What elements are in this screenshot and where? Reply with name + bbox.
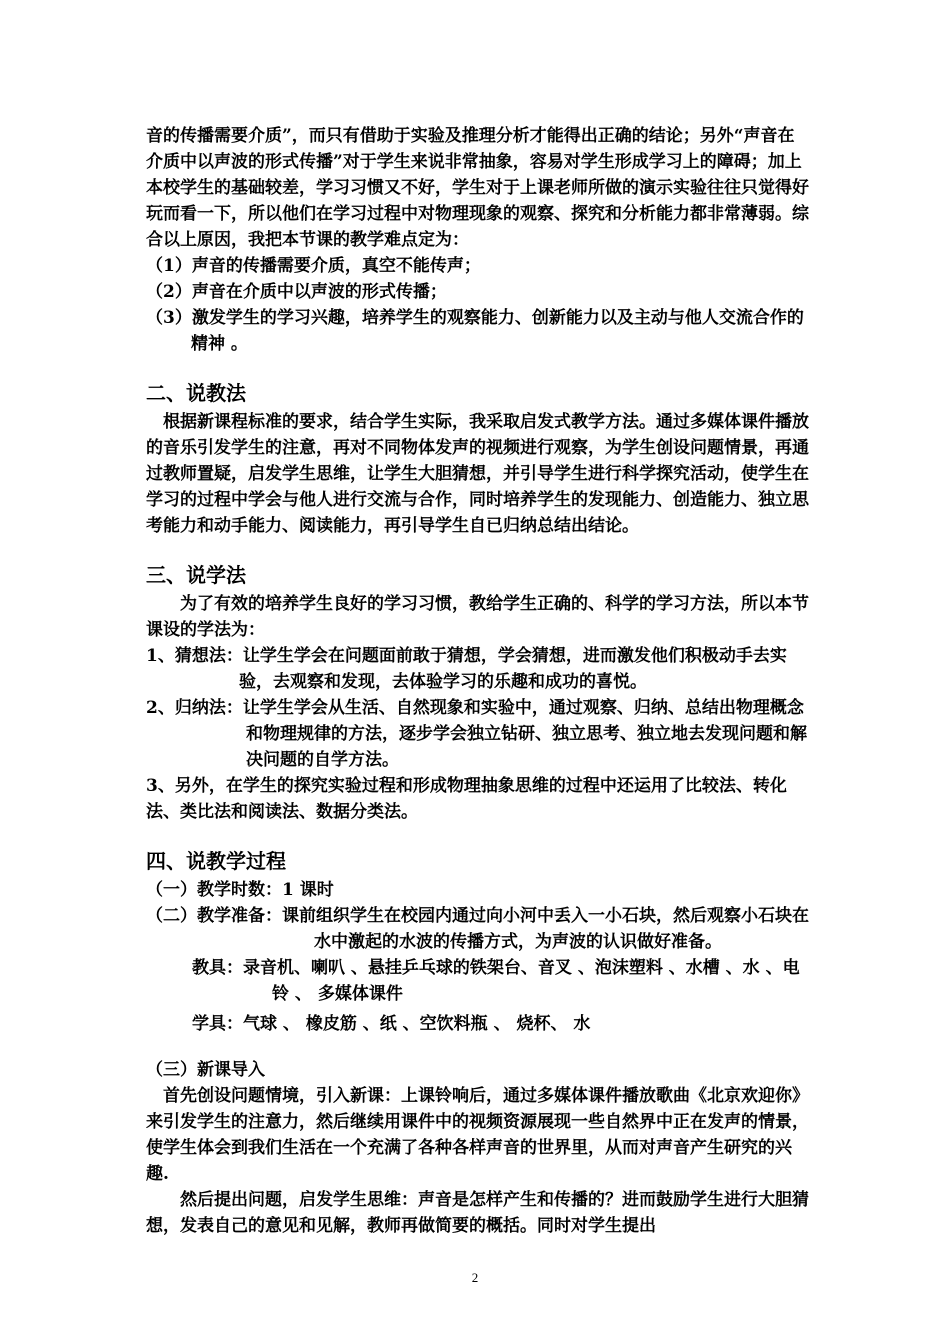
page-content: [146, 123, 810, 1239]
student-tools: 学具：气球 、 橡皮筋 、纸 、空饮料瓶 、 烧杯、 水: [192, 1014, 591, 1034]
learning-method-item-3: 3、另外，在学生的探究实验过程和形成物理抽象思维的过程中还运用了比较法、转化法、类比法和阅读法、数据分类法。: [146, 776, 787, 822]
difficulty-item-1: （1）声音的传播需要介质，真空不能传声；: [146, 256, 481, 276]
teaching-preparation: （二）教学准备：课前组织学生在校园内通过向小河中丢入一小石块，然后观察小石块在水中激起的水波的传播方式，为声波的认识做好准备。: [146, 906, 809, 952]
teacher-tools: 教具：录音机、喇叭 、悬挂乒乓球的铁架台、音叉 、泡沫塑料 、水槽 、水 、电铃 、 多媒体课件: [192, 958, 800, 1004]
section-heading-teaching-process: 四、说教学过程: [146, 849, 286, 873]
teaching-hours: （一）教学时数：1 课时: [146, 880, 334, 900]
difficulty-item-3: （3）激发学生的学习兴趣，培养学生的观察能力、创新能力以及主动与他人交流合作的精神 。: [146, 308, 804, 354]
page-number: 2: [471, 1270, 479, 1285]
section-heading-learning-method: 三、说学法: [146, 563, 246, 587]
difficulty-item-2: （2）声音在介质中以声波的形式传播；: [146, 282, 447, 302]
teaching-method-paragraph: 根据新课程标准的要求，结合学生实际，我采取启发式教学方法。通过多媒体课件播放的音乐引发学生的注意，再对不同物体发声的视频进行观察，为学生创设问题情景，再通过教师置疑，启发学生思维，让学生大胆猜想，并引导学生进行科学探究活动，使学生在学习的过程中学会与他人进行交流与合作，同时培养学生的发现能力、创造能力、独立思考能力和动手能力、阅读能力，再引导学生自已归纳总结出结论。: [146, 412, 809, 536]
new-lesson-paragraph-1: 首先创设问题情境，引入新课：上课铃响后，通过多媒体课件播放歌曲《北京欢迎你》来引发学生的注意力，然后继续用课件中的视频资源展现一些自然界中正在发声的情景，使学生体会到我们生活在一个充满了各种各样声音的世界里，从而对声音产生研究的兴趣.: [146, 1086, 809, 1184]
learning-method-item-1: 1、猜想法：让学生学会在问题面前敢于猜想，学会猜想，进而激发他们积极动手去实验，去观察和发现，去体验学习的乐趣和成功的喜悦。: [146, 646, 787, 692]
intro-paragraph: 音的传播需要介质”，而只有借助于实验及推理分析才能得出正确的结论；另外“声音在介质中以声波的形式传播”对于学生来说非常抽象，容易对学生形成学习上的障碍；加上本校学生的基础较差，学习习惯又不好，学生对于上课老师所做的演示实验往往只觉得好玩而看一下，所以他们在学习过程中对物理现象的观察、探究和分析能力都非常薄弱。综合以上原因，我把本节课的教学难点定为：: [146, 126, 809, 250]
new-lesson-heading: （三）新课导入: [146, 1060, 265, 1080]
learning-method-item-2: 2、归纳法：让学生学会从生活、自然现象和实验中，通过观察、归纳、总结出物理概念和物理规律的方法，逐步学会独立钻研、独立思考、独立地去发现问题和解决问题的自学方法。: [146, 698, 807, 770]
section-heading-teaching-method: 二、说教法: [146, 381, 246, 405]
new-lesson-paragraph-2: 然后提出问题，启发学生思维：声音是怎样产生和传播的？进而鼓励学生进行大胆猜想，发表自己的意见和见解，教师再做简要的概括。同时对学生提出: [146, 1190, 809, 1236]
learning-method-paragraph: 为了有效的培养学生良好的学习习惯，教给学生正确的、科学的学习方法，所以本节课设的学法为：: [146, 594, 809, 640]
